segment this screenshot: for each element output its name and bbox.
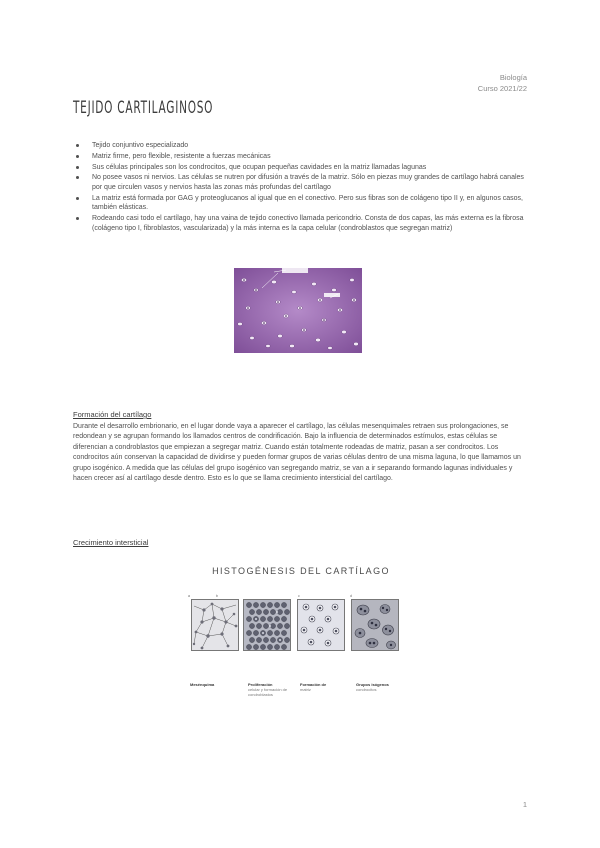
- panel-tag: c: [298, 594, 300, 598]
- bullet-icon: [76, 217, 79, 220]
- section-formation-text: Durante el desarrollo embrionario, en el lugar donde vaya a aparecer el cartílago, las células mesenquimales retraen sus prolongaciones, se redondean y se agrupan formando los llamados centros de condrificación. Bajo la influencia de determinados estímulos, estas células se diferencian a condroblastos que empiezan a segregar matriz. Cuando están totalmente rodeadas de matriz, pasan a ser condrocitos. Los condrocitos aún conservan la capacidad de dividirse y pueden formar grupos de varias células dentro de una misma laguna, lo que llamamos un grupo isogénico. A medida que las células del grupo isogénico van segregando matriz, se van a ir separando formando lagunas individuales y hacen crecer así al cartílago desde dentro. Esto es lo que se llama crecimiento intersticial del cartílago.: [73, 423, 521, 483]
- figure-title: HISTOGÉNESIS DEL CARTÍLAGO: [212, 566, 390, 576]
- list-item: [73, 173, 533, 192]
- bullet-list: [73, 141, 533, 234]
- panel-tag: a: [188, 594, 190, 598]
- panel-label-sub: celular y formación de condroblastos: [248, 686, 288, 697]
- page-title: TEJIDO CARTILAGINOSO: [73, 98, 214, 118]
- panel-label-main: Mesénquima: [190, 682, 215, 687]
- bullet-icon: [76, 176, 79, 179]
- isogenous-groups-panel: [351, 599, 399, 651]
- panel-label-sub: condrocitos: [356, 686, 377, 692]
- panel-label: [190, 683, 246, 688]
- bullet-text: Rodeando casi todo el cartílago, hay una vaina de tejido conectivo llamada pericondrio. Consta de dos capas, las más externa es la fibrosa (colágeno tipo I, fibroblastos, vascularizada) y la más interna es la capa celular (condroblastos que segregan matriz): [92, 215, 524, 232]
- panel-label-sub: matriz: [300, 686, 311, 692]
- bullet-text: Matriz firme, pero flexible, resistente a fuerzas mecánicas: [92, 152, 271, 160]
- panel-tag: d: [350, 594, 352, 598]
- panel-label-main: Formación de: [300, 682, 327, 687]
- section-title-formation: Formación del cartílago: [73, 410, 152, 419]
- panel-label-main: Grupos isógenos: [356, 682, 389, 687]
- histogenesis-figure: [188, 566, 414, 706]
- list-item: [73, 214, 533, 233]
- mesenchyme-panel: [191, 599, 239, 651]
- bullet-text: Tejido conjuntivo especializado: [92, 142, 189, 149]
- header-course: Curso 2021/22: [477, 84, 527, 93]
- proliferation-panel: [243, 599, 291, 651]
- list-item: [73, 163, 533, 173]
- bullet-icon: [76, 144, 79, 147]
- hyaline-cartilage-micrograph: [234, 268, 362, 353]
- page-header: [478, 72, 527, 94]
- bullet-text: No posee vasos ni nervios. Las células se nutren por difusión a través de la matriz. Sólo en piezas muy grandes de cartílago habrá canales por que circulen vasos y nervios hasta las zonas más profundas del cartílago: [92, 174, 524, 191]
- panel-label: [248, 683, 304, 697]
- section-title-growth: Crecimiento intersticial: [73, 538, 149, 547]
- panel-tag: b: [216, 594, 218, 598]
- page-number: 1: [522, 800, 527, 809]
- list-item: [73, 141, 533, 151]
- matrix-formation-panel: [297, 599, 345, 651]
- bullet-text: Sus células principales son los condrocitos, que ocupan pequeñas cavidades en la matriz llamadas lagunas: [92, 163, 427, 171]
- panel-label-main: Proliferación: [248, 682, 273, 687]
- list-item: [73, 194, 533, 213]
- bullet-icon: [76, 197, 79, 200]
- bullet-icon: [76, 166, 79, 169]
- panel-label: [356, 683, 412, 693]
- bullet-text: La matriz está formada por GAG y proteoglucanos al igual que en el conectivo. Pero sus fibras son de colágeno tipo II y, en algunos casos, también elásticas.: [92, 194, 524, 212]
- bullet-icon: [76, 155, 79, 158]
- panel-label: [300, 683, 356, 693]
- list-item: [73, 152, 533, 162]
- header-subject: Biología: [499, 73, 527, 82]
